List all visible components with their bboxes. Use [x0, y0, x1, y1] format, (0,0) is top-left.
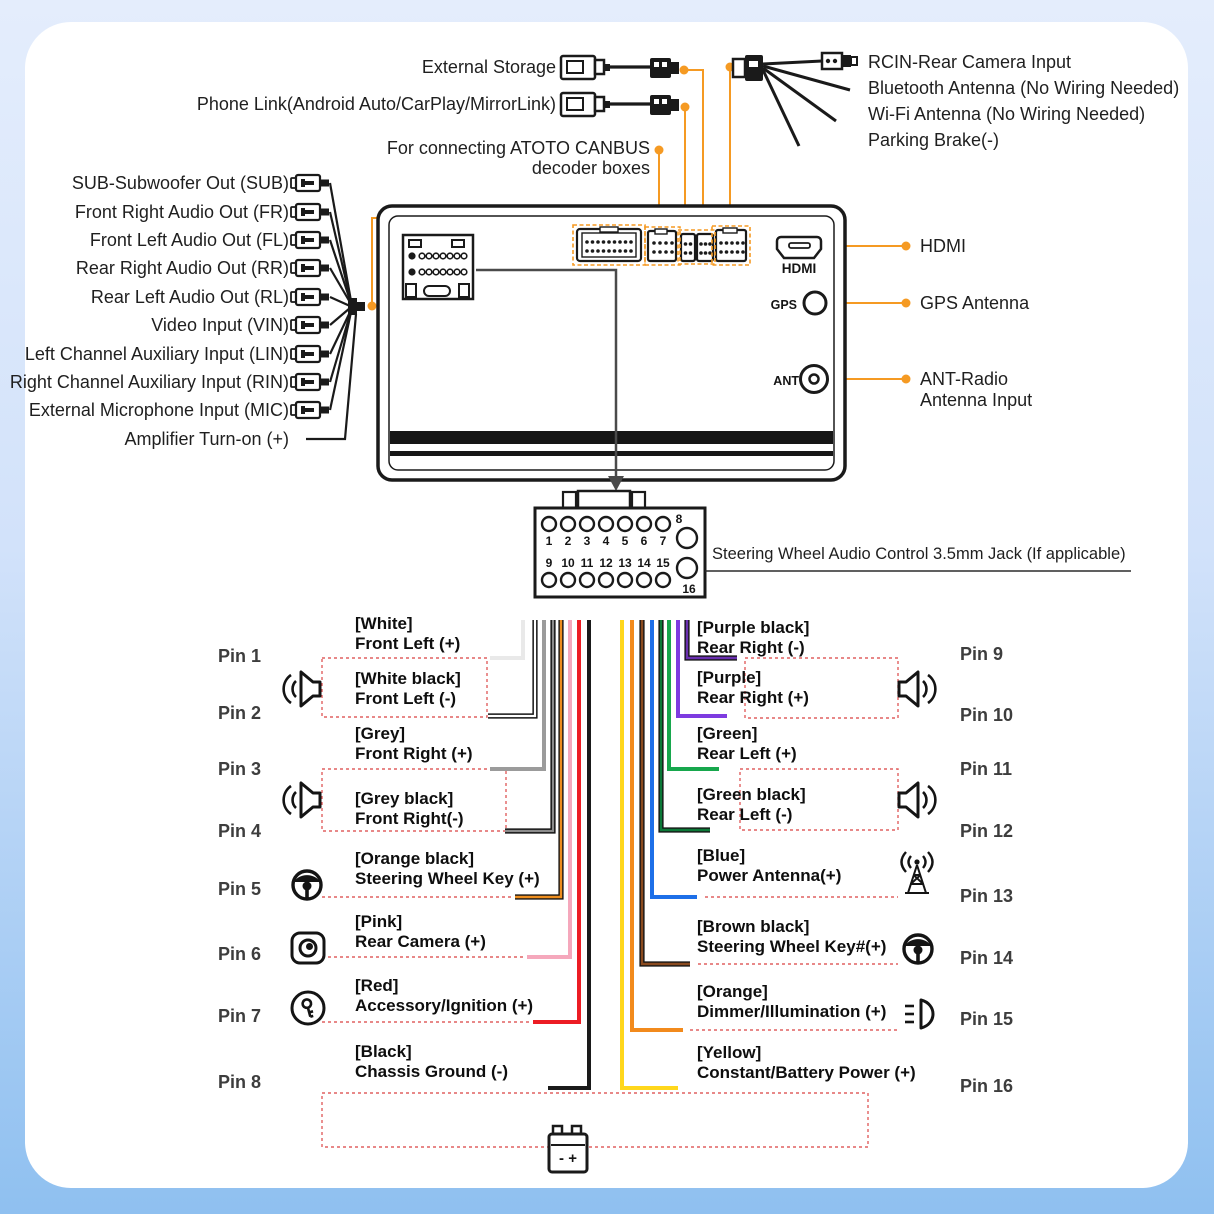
- rca-plug-icon: [291, 260, 329, 276]
- pin-label-1: Pin 1: [218, 645, 262, 666]
- pin-connector: [535, 491, 705, 597]
- speaker-icon: [284, 783, 320, 817]
- rca-plug-icons: [291, 175, 365, 418]
- head-unit: [378, 206, 845, 480]
- wire-label-pin15: [Orange] Dimmer/Illumination (+): [697, 982, 887, 1021]
- label-swc-jack-note: Steering Wheel Audio Control 3.5mm Jack (If applicable): [712, 544, 1126, 563]
- svg-text:6: 6: [640, 534, 648, 548]
- gps-port-label: GPS: [770, 298, 797, 312]
- label-canbus: For connecting ATOTO CANBUS decoder boxes: [386, 138, 650, 179]
- pin-label-5: Pin 5: [218, 878, 262, 899]
- pin-label-7: Pin 7: [218, 1005, 262, 1026]
- rca-plug-icon: [291, 402, 329, 418]
- headlight-icon: [905, 1000, 933, 1028]
- wire-label-pin14: [Brown black] Steering Wheel Key#(+): [697, 917, 887, 956]
- label-amplifier: Amplifier Turn-on (+): [124, 428, 289, 449]
- svg-text:10: 10: [561, 556, 575, 570]
- label-rl-out: Rear Left Audio Out (RL): [90, 286, 289, 307]
- label-video-in: Video Input (VIN): [151, 314, 289, 335]
- label-phone-link: Phone Link(Android Auto/CarPlay/MirrorLink): [196, 93, 556, 114]
- pin-label-11: Pin 11: [960, 758, 1013, 779]
- label-mic: External Microphone Input (MIC): [28, 399, 289, 420]
- wire-steering-key2: [642, 620, 690, 964]
- svg-text:2: 2: [564, 534, 572, 548]
- rca-plug-icon: [291, 289, 329, 305]
- svg-text:5: 5: [621, 534, 629, 548]
- label-fl-out: Front Left Audio Out (FL): [89, 229, 289, 250]
- svg-text:9: 9: [545, 556, 553, 570]
- pin-label-2: Pin 2: [218, 702, 262, 723]
- label-bluetooth-antenna: Bluetooth Antenna (No Wiring Needed): [868, 77, 1180, 98]
- svg-text:8: 8: [675, 512, 683, 526]
- wire-label-pin1: [White] Front Left (+): [355, 614, 461, 653]
- svg-text:3: 3: [583, 534, 591, 548]
- steering-wheel-icon: [904, 935, 932, 963]
- hdmi-port-label: HDMI: [781, 261, 817, 276]
- speaker-icon: [899, 783, 935, 817]
- usb-plug-icon: [650, 95, 679, 115]
- pin-label-9: Pin 9: [960, 643, 1004, 664]
- pin-label-13: Pin 13: [960, 885, 1014, 906]
- pigtail-plug-icon: [733, 55, 763, 81]
- pin-label-6: Pin 6: [218, 943, 262, 964]
- pin-label-8: Pin 8: [218, 1071, 262, 1092]
- wire-label-pin2: [White black] Front Left (-): [355, 669, 461, 708]
- label-wifi-antenna: Wi-Fi Antenna (No Wiring Needed): [868, 103, 1146, 124]
- rca-plug-icon: [291, 317, 329, 333]
- label-rin: Right Channel Auxiliary Input (RIN): [9, 371, 289, 392]
- iso-connector-icon: [403, 235, 473, 299]
- wire-label-pin5: [Orange black] Steering Wheel Key (+): [355, 849, 540, 888]
- label-hdmi-callout: HDMI: [920, 235, 966, 256]
- svg-text:4: 4: [602, 534, 610, 548]
- wire-front-left-plus: [490, 620, 523, 658]
- wire-label-pin8: [Black] Chassis Ground (-): [355, 1042, 509, 1081]
- wire-label-pin12: [Green black] Rear Left (-): [697, 785, 806, 824]
- rca-nexus-plug: [348, 298, 365, 315]
- wire-accessory: [533, 620, 579, 1022]
- pin-label-16: Pin 16: [960, 1075, 1014, 1096]
- wire-label-pin9: [Purple black] Rear Right (-): [697, 618, 810, 657]
- pin-label-4: Pin 4: [218, 820, 262, 841]
- ant-port-label: ANT: [773, 374, 799, 388]
- speaker-icon: [284, 672, 320, 706]
- power-antenna-icon: [902, 852, 933, 893]
- usb-cable-phone-link: [561, 93, 679, 116]
- wire-label-pin13: [Blue] Power Antenna(+): [697, 846, 842, 885]
- label-rr-out: Rear Right Audio Out (RR): [75, 257, 289, 278]
- wire-label-pin11: [Green] Rear Left (+): [697, 724, 797, 763]
- wire-front-left-minus: [488, 620, 535, 716]
- rca-plug-icon: [291, 204, 329, 220]
- usb-plug-icon: [650, 58, 679, 78]
- ignition-key-icon: [292, 992, 324, 1024]
- svg-text:16: 16: [682, 582, 696, 596]
- wire-label-pin10: [Purple] Rear Right (+): [697, 668, 809, 707]
- label-fr-out: Front Right Audio Out (FR): [74, 201, 289, 222]
- svg-text:11: 11: [580, 556, 594, 570]
- wire-label-pin7: [Red] Accessory/Ignition (+): [355, 976, 534, 1015]
- car-battery-icon: [549, 1126, 587, 1172]
- pin-label-10: Pin 10: [960, 704, 1014, 725]
- label-parking-brake: Parking Brake(-): [868, 129, 1000, 150]
- wire-label-pin16: [Yellow] Constant/Battery Power (+): [697, 1043, 916, 1082]
- label-ant-callout: ANT-Radio Antenna Input: [920, 369, 1033, 410]
- svg-text:1: 1: [545, 534, 553, 548]
- svg-text:7: 7: [659, 534, 667, 548]
- pin-label-12: Pin 12: [960, 820, 1014, 841]
- arrow-down-icon: [608, 476, 624, 491]
- wire-label-pin4: [Grey black] Front Right(-): [355, 789, 464, 828]
- svg-text:14: 14: [637, 556, 651, 570]
- unit-vent-bar: [390, 431, 833, 444]
- unit-vent-line: [390, 451, 833, 456]
- rca-plug-icon: [291, 374, 329, 390]
- usb-cable-external-storage: [561, 56, 679, 79]
- rcin-plug-icon: [822, 53, 857, 69]
- rca-plug-icon: [291, 232, 329, 248]
- battery-polarity-label: - +: [559, 1150, 577, 1167]
- speaker-icon: [899, 672, 935, 706]
- label-rcin: RCIN-Rear Camera Input: [868, 51, 1072, 72]
- pin-label-15: Pin 15: [960, 1008, 1014, 1029]
- gps-port-icon: [804, 292, 826, 314]
- pigtail-cable: [733, 53, 857, 146]
- pin-label-3: Pin 3: [218, 758, 262, 779]
- harness-socket-icon: [577, 227, 641, 261]
- label-external-storage: External Storage: [421, 56, 556, 77]
- svg-text:13: 13: [618, 556, 632, 570]
- rca-plug-icon: [291, 175, 329, 191]
- steering-wheel-icon: [293, 871, 321, 899]
- svg-text:12: 12: [599, 556, 613, 570]
- hdmi-port-icon: [777, 237, 821, 258]
- rca-plug-icon: [291, 346, 329, 362]
- ant-port-icon: [801, 366, 828, 393]
- label-sub-out: SUB-Subwoofer Out (SUB): [71, 172, 289, 193]
- label-lin: Left Channel Auxiliary Input (LIN): [24, 343, 289, 364]
- label-gps-callout: GPS Antenna: [920, 292, 1030, 313]
- svg-text:15: 15: [656, 556, 670, 570]
- wire-label-pin6: [Pink] Rear Camera (+): [355, 912, 486, 951]
- wire-label-pin3: [Grey] Front Right (+): [355, 724, 473, 763]
- battery-circuit-box: [322, 1093, 868, 1147]
- pin-label-14: Pin 14: [960, 947, 1014, 968]
- rear-camera-icon: [292, 933, 324, 963]
